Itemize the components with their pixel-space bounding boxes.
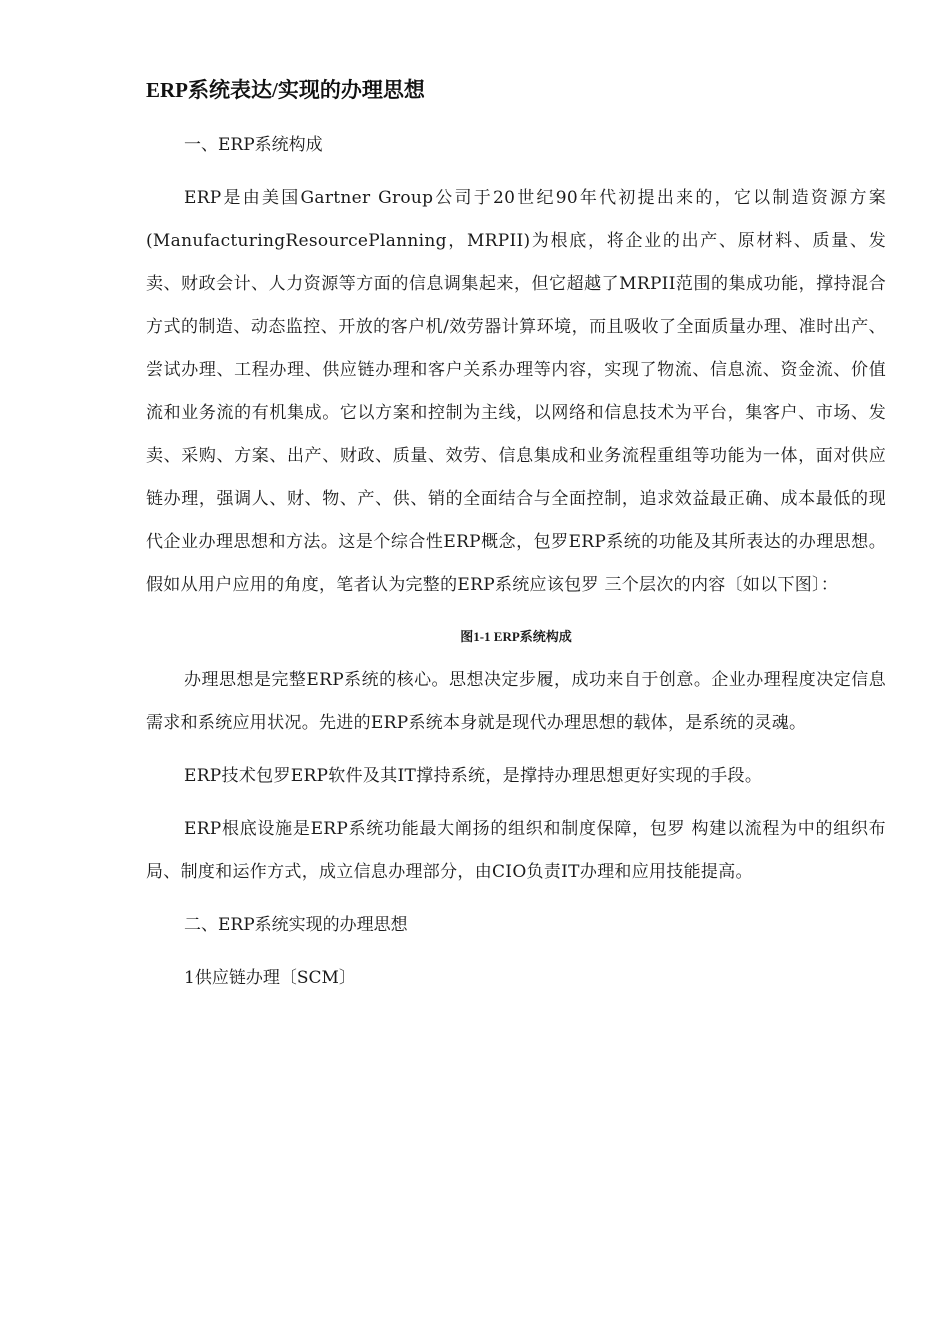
- paragraph-management-thought: 办理思想是完整ERP系统的核心。思想决定步履，成功来自于创意。企业办理程度决定信息需求和系统应用状况。先进的ERP系统本身就是现代办理思想的载体，是系统的灵魂。: [146, 670, 886, 733]
- paragraph-erp-technology: ERP技术包罗ERP软件及其IT撑持系统，是撑持办理思想更好实现的手段。: [184, 766, 763, 786]
- figure-caption: 图1-1 ERP系统构成: [460, 629, 572, 644]
- document-page: [146, 72, 886, 1010]
- paragraph-erp-infrastructure: ERP根底设施是ERP系统功能最大阐扬的组织和制度保障，包罗 构建以流程为中的组织布局、制度和运作方式，成立信息办理部分，由CIO负责IT办理和应用技能提高。: [146, 819, 886, 882]
- section-heading-1: 一、ERP系统构成: [184, 135, 323, 155]
- paragraph-erp-definition: ERP是由美国Gartner Group公司于20世纪90年代初提出来的，它以制造资源方案(ManufacturingResourcePlanning，MRPII)为根底，将企业的出产、原材料、质量、发卖、财政会计、人力资源等方面的信息调集起来，但它超越了MRPII范围的集成功能，撑持混合方式的制造、动态监控、开放的客户机/效劳器计算环境，而且吸收了全面质量办理、准时出产、尝试办理、工程办理、供应链办理和客户关系办理等内容，实现了物流、信息流、资金流、价值流和业务流的有机集成。它以方案和控制为主线，以网络和信息技术为平台，集客户、市场、发卖、采购、方案、出产、财政、质量、效劳、信息集成和业务流程重组等功能为一体，面对供应链办理，强调人、财、物、产、供、销的全面结合与全面控制，追求效益最正确、成本最低的现代企业办理思想和方法。这是个综合性ERP概念，包罗ERP系统的功能及其所表达的办理思想。假如从用户应用的角度，笔者认为完整的ERP系统应该包罗 三个层次的内容〔如以下图〕：: [146, 188, 886, 595]
- section-heading-2: 二、ERP系统实现的办理思想: [184, 915, 408, 935]
- subsection-heading-scm: 1供应链办理〔SCM〕: [184, 968, 356, 988]
- document-title: ERP系统表达/实现的办理思想: [146, 78, 425, 102]
